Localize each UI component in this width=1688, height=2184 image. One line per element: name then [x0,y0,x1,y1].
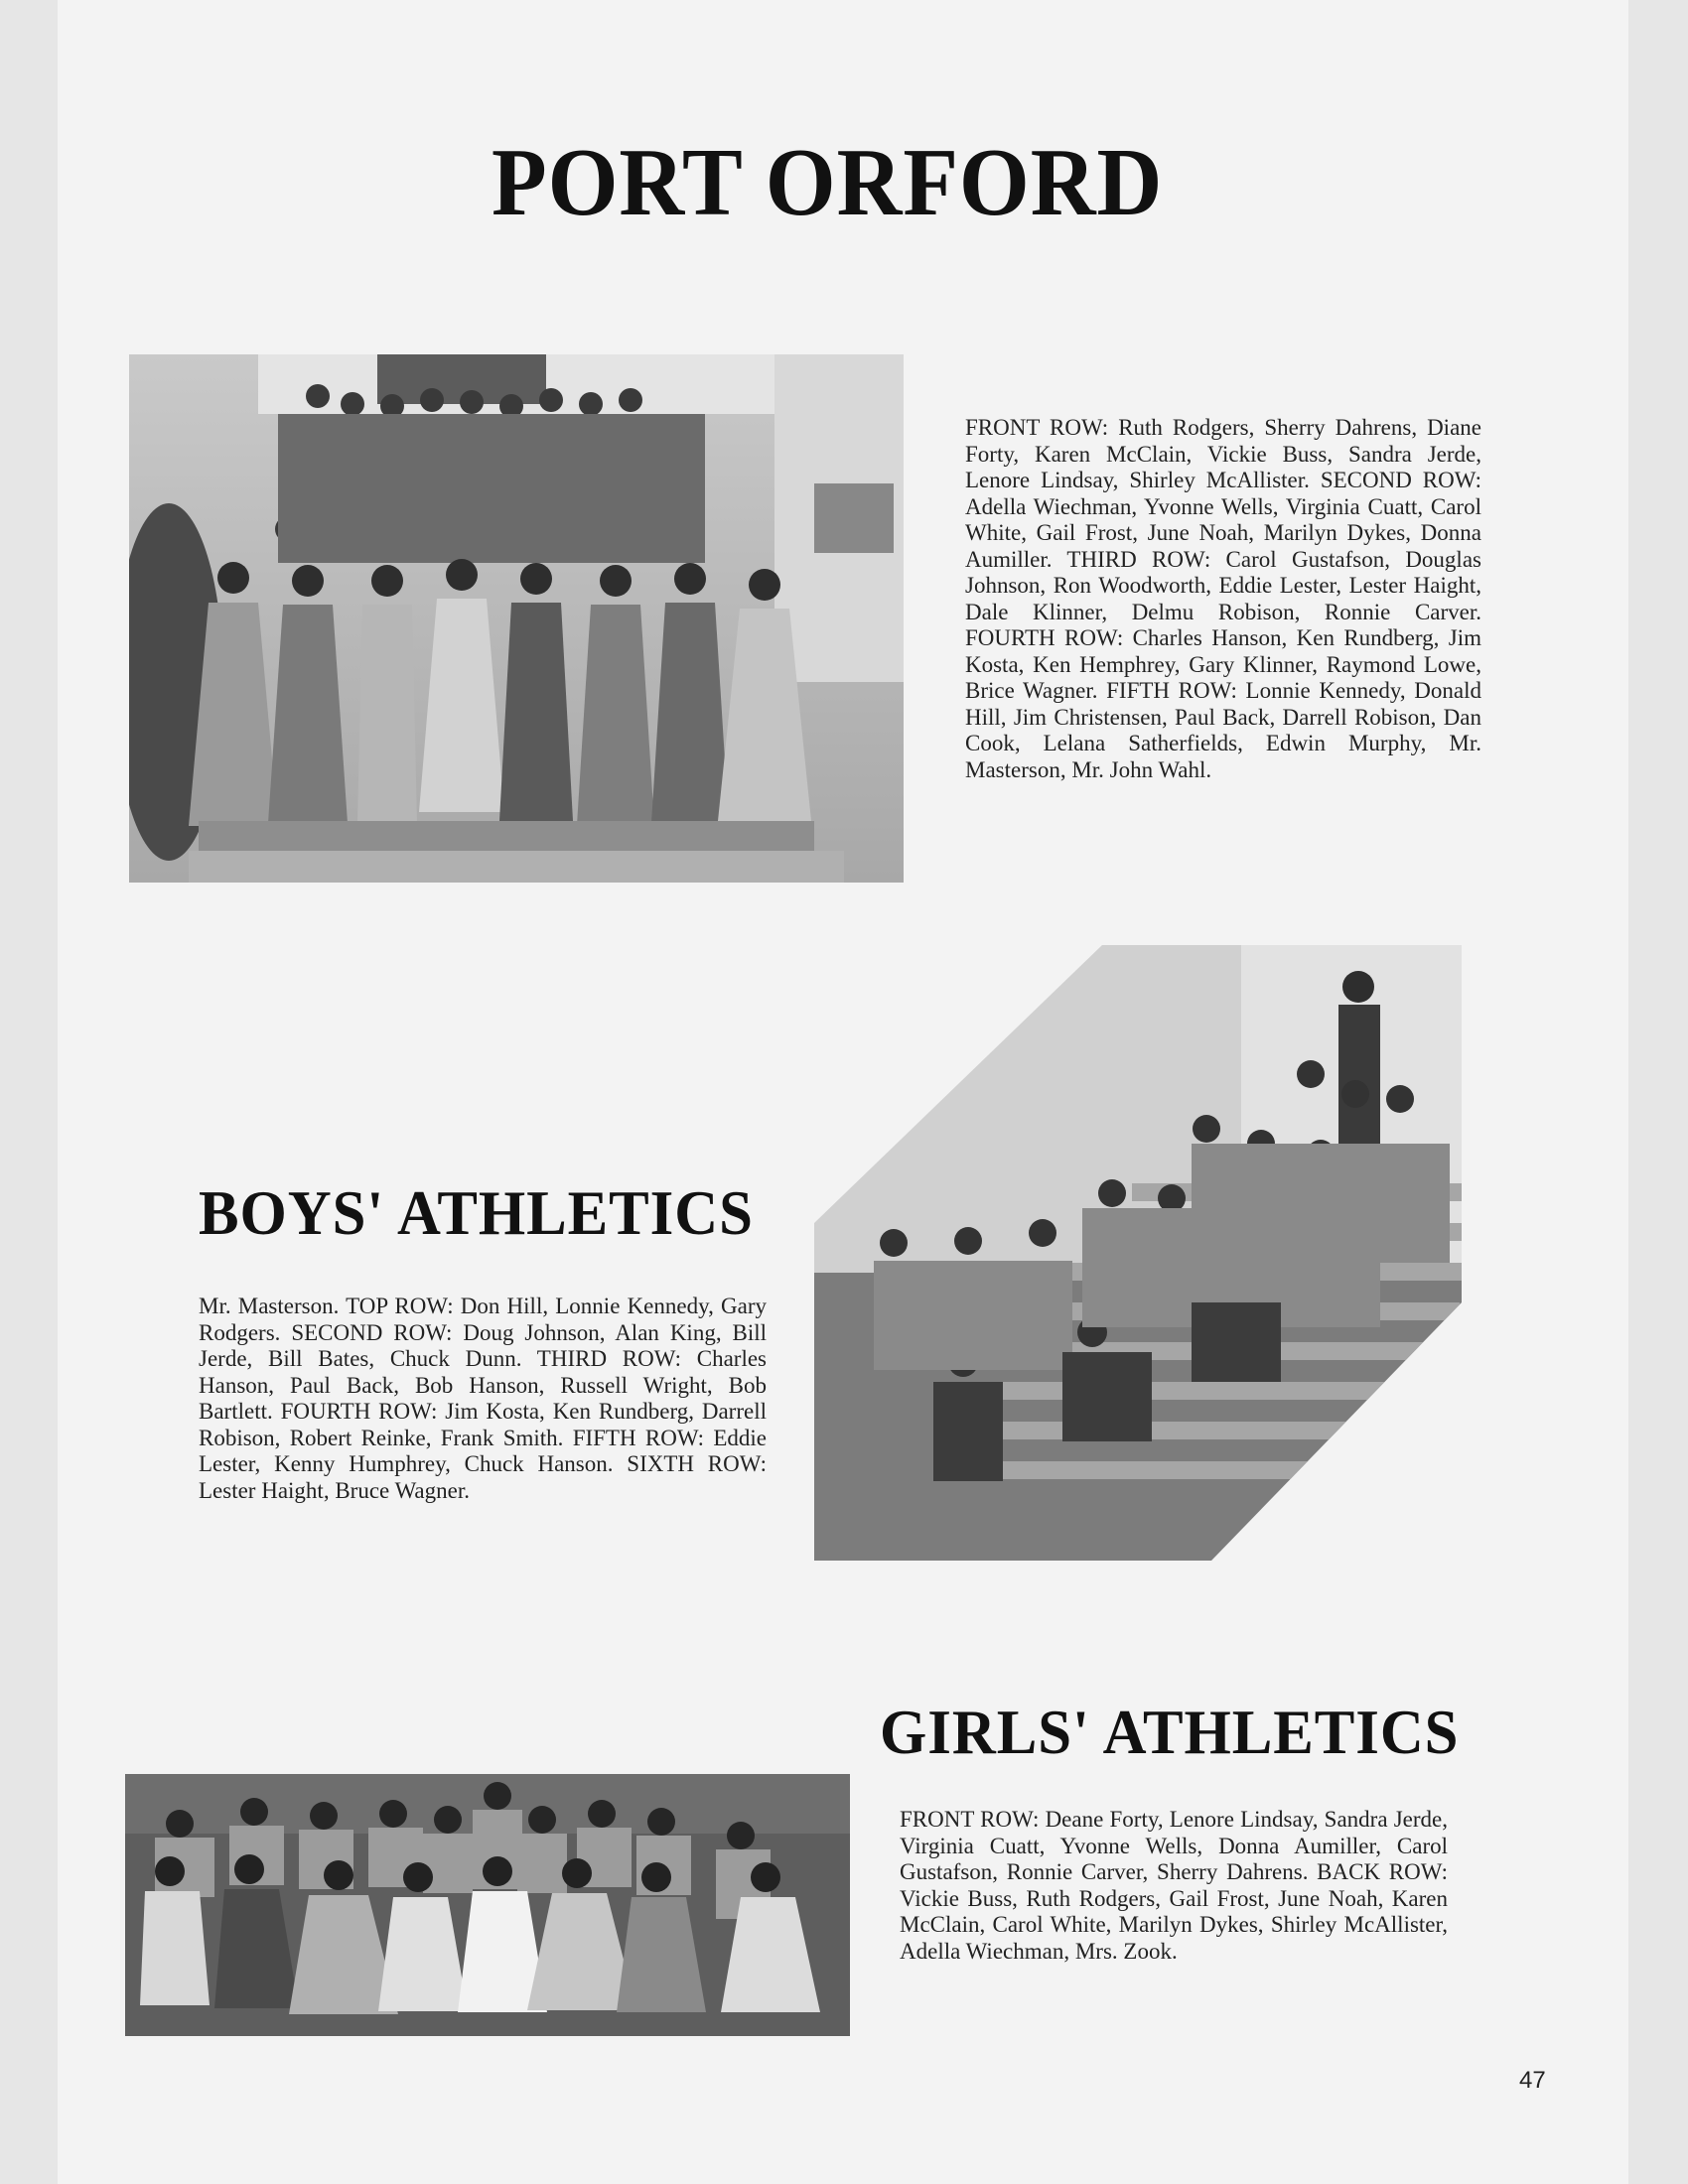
yearbook-page [58,0,1628,2184]
group-photo [129,354,904,883]
girls-athletics-photo [125,1774,850,2036]
page-number: 47 [1519,2067,1546,2094]
boys-athletics-caption: Mr. Masterson. TOP ROW: Don Hill, Lonnie Kennedy, Gary Rodgers. SECOND ROW: Doug Johnson, Alan King, Bill Jerde, Bill Bates, Chuck Dunn. THIRD ROW: Charles Hanson, Paul Back, Bob Hanson, Russell Wright, Bob Bartlett. FOURTH ROW: Jim Kosta, Ken Rundberg, Darrell Robison, Robert Reinke, Frank Smith. FIFTH ROW: Eddie Lester, Kenny Humphrey, Chuck Hanson. SIXTH ROW: Lester Haight, Bruce Wagner. [199,1294,767,1503]
girls-athletics-heading: GIRLS' ATHLETICS [880,1697,1460,1767]
girls-athletics-caption: FRONT ROW: Deane Forty, Lenore Lindsay, Sandra Jerde, Virginia Cuatt, Yvonne Wells, Donna Aumiller, Carol Gustafson, Ronnie Carver, Sherry Dahrens. BACK ROW: Vickie Buss, Ruth Rodgers, Gail Frost, June Noah, Karen McClain, Carol White, Marilyn Dykes, Shirley McAllister, Adella Wiechman, Mrs. Zook. [900,1807,1448,1964]
boys-athletics-photo [814,945,1462,1561]
group-photo-caption: FRONT ROW: Ruth Rodgers, Sherry Dahrens, Diane Forty, Karen McClain, Vickie Buss, Sandra Jerde, Lenore Lindsay, Shirley McAllister. SECOND ROW: Adella Wiechman, Yvonne Wells, Virginia Cuatt, Carol White, Gail Frost, June Noah, Marilyn Dykes, Donna Aumiller. THIRD ROW: Carol Gustafson, Douglas Johnson, Ron Woodworth, Eddie Lester, Lester Haight, Dale Klinner, Delmu Robison, Ronnie Carver. FOURTH ROW: Charles Hanson, Ken Rundberg, Jim Kosta, Ken Hemphrey, Gary Klinner, Raymond Lowe, Brice Wagner. FIFTH ROW: Lonnie Kennedy, Donald Hill, Jim Christensen, Paul Back, Darrell Robison, Dan Cook, Lelana Satherfields, Edwin Murphy, Mr. Masterson, Mr. John Wahl. [965,415,1481,782]
boys-athletics-heading: BOYS' ATHLETICS [199,1177,754,1248]
page-title: PORT ORFORD [492,129,1164,236]
